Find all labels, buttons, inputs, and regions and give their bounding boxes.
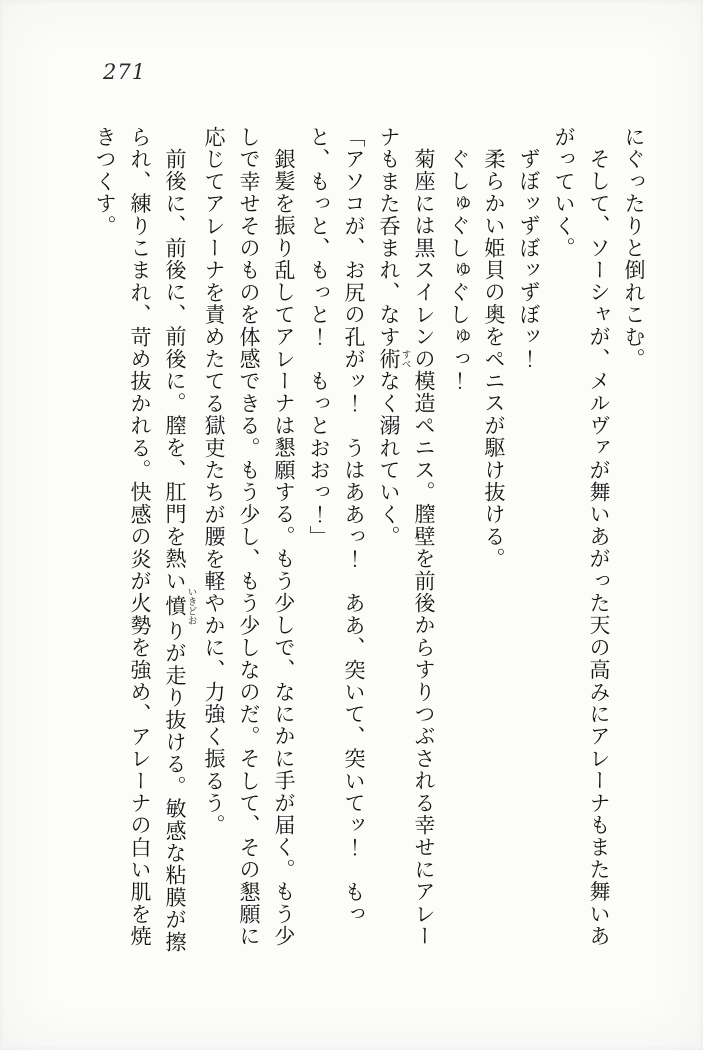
paragraph: そして、ソーシャが、メルヴァが舞いあがった天の高みにアレーナもまた舞いあがっていく。 bbox=[552, 126, 611, 948]
paragraph: 「アソコが、お尻の孔がッ！ うはああっ！ ああ、突いて、突いてッ！ もっと、もっと、もっと！ もっとおおっ！」 bbox=[307, 126, 366, 926]
paragraph: ずぼッずぼッずぼッ！ bbox=[517, 148, 541, 370]
paragraph: にぐったりと倒れこむ。 bbox=[622, 126, 646, 371]
paragraph: 菊座には黒スイレンの模造ペニス。膣壁を前後からすりつぶされる幸せにアレーナもまた呑まれ、なす術すべなく溺れていく。 bbox=[377, 126, 436, 948]
ruby-annotated-word: 憤いきどお bbox=[163, 587, 197, 625]
paragraph: 前後に、前後に、前後に。膣を、肛門を熱い憤いきどおりが走り抜ける。敏感な粘膜が擦られ、練りこまれ、苛め抜かれる。快感の炎が火勢を強め、アレーナの白い肌を焼きつくす。 bbox=[93, 126, 197, 953]
paragraph: 柔らかい姫貝の奥をペニスが駆け抜ける。 bbox=[482, 148, 506, 570]
body-text bbox=[87, 126, 651, 968]
page-number: 271 bbox=[103, 60, 147, 84]
paragraph: ぐしゅぐしゅぐしゅっ！ bbox=[447, 148, 471, 393]
ruby-annotated-word: 術すべ bbox=[377, 348, 411, 371]
paragraph: 銀髪を振り乱してアレーナは懇願する。もう少しで、なにかに手が届く。もう少しで幸せそのものを体感できる。もう少し、もう少しなのだ。そして、その懇願に応じてアレーナを責めたてる獄吏たちが腰を軽やかに、力強く振るう。 bbox=[202, 126, 296, 948]
